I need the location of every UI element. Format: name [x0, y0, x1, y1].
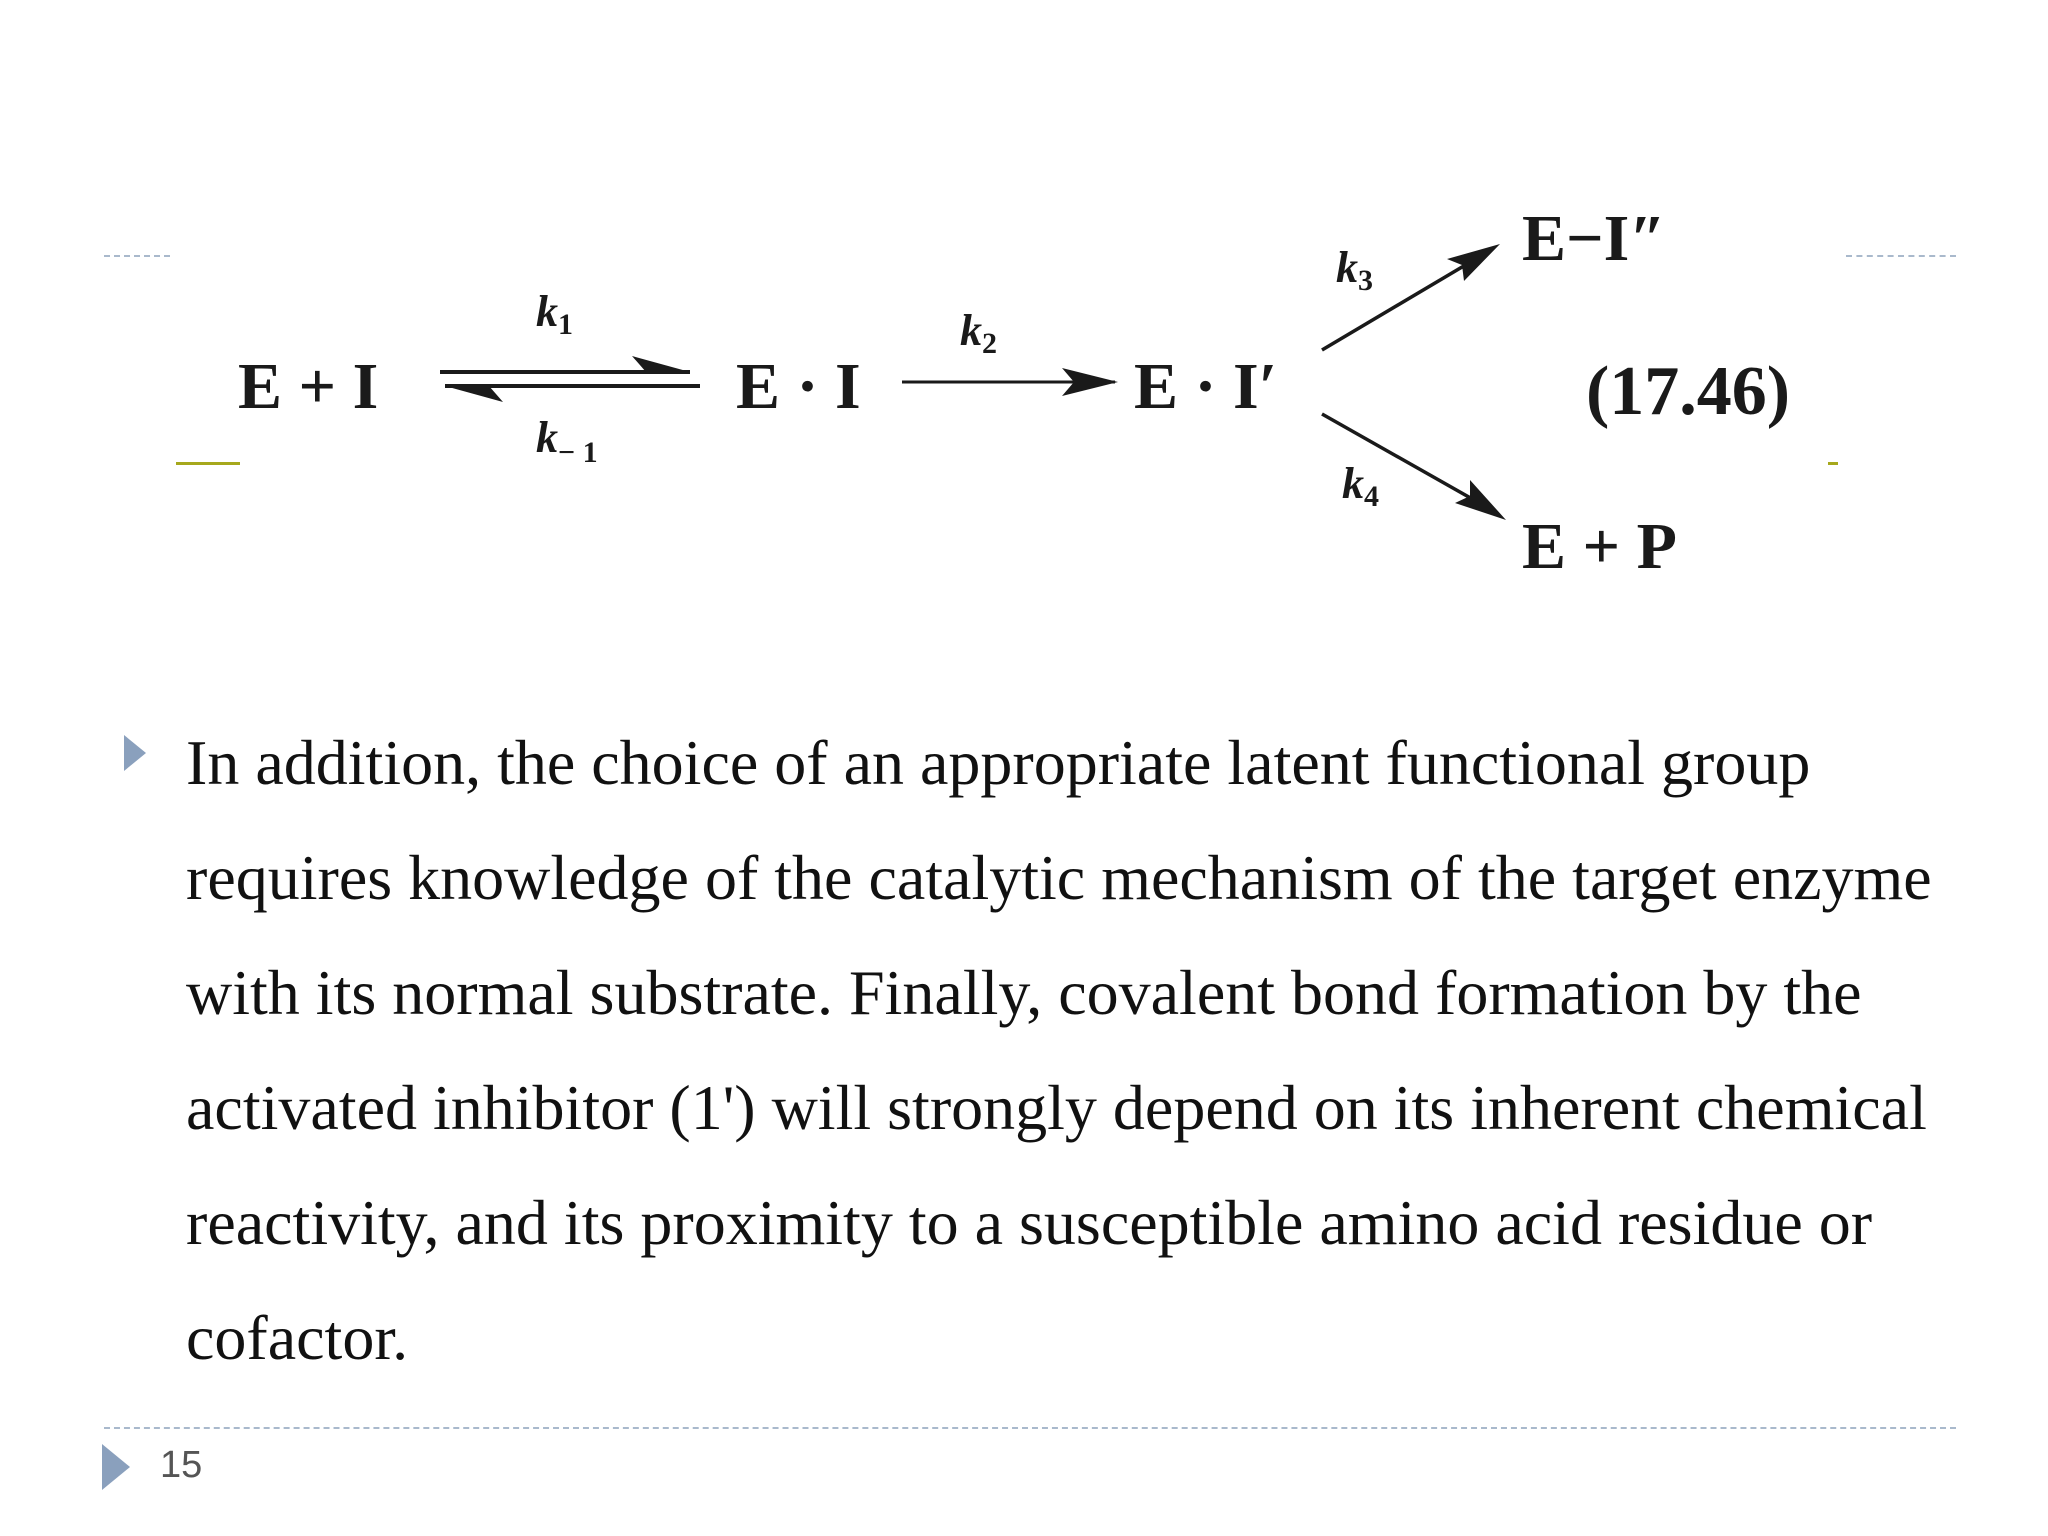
rate-k3: k3 [1336, 243, 1373, 297]
bullet-text: In addition, the choice of an appropriate latent functional group requires knowledge of the catalytic mechanism of the target enzyme with its normal substrate. Finally, covalent bond formation by the activated inhibitor (1') will strongly depend on its inherent chemical reactivity, and its proximity to a susceptible amino acid residue or cofactor. [186, 727, 1932, 1373]
equation-number: (17.46) [1586, 353, 1791, 430]
species-e-plus-p: E + P [1522, 510, 1677, 583]
species-e-plus-i: E + I [238, 350, 379, 423]
rate-k1: k1 [536, 287, 573, 341]
arrow-k4-head [1455, 480, 1506, 520]
reaction-scheme [0, 0, 2048, 620]
footer-divider [104, 1427, 1956, 1429]
bullet-marker-icon [124, 735, 146, 771]
arrow-k3-head [1447, 244, 1500, 281]
species-e-i-double-prime: E−I″ [1522, 202, 1666, 275]
rate-k4: k4 [1342, 459, 1379, 513]
footer-triangle-icon [102, 1444, 130, 1490]
species-e-dot-i-prime: E · I′ [1134, 350, 1278, 423]
reverse-arrow-k-minus1-head [445, 386, 503, 402]
species-e-dot-i: E · I [736, 350, 861, 423]
forward-arrow-k1-head [632, 356, 690, 372]
rate-k-minus1: $k_{- 1}$ [536, 413, 598, 469]
rate-k2: k2 [960, 306, 997, 360]
page-number: 15 [160, 1444, 203, 1486]
